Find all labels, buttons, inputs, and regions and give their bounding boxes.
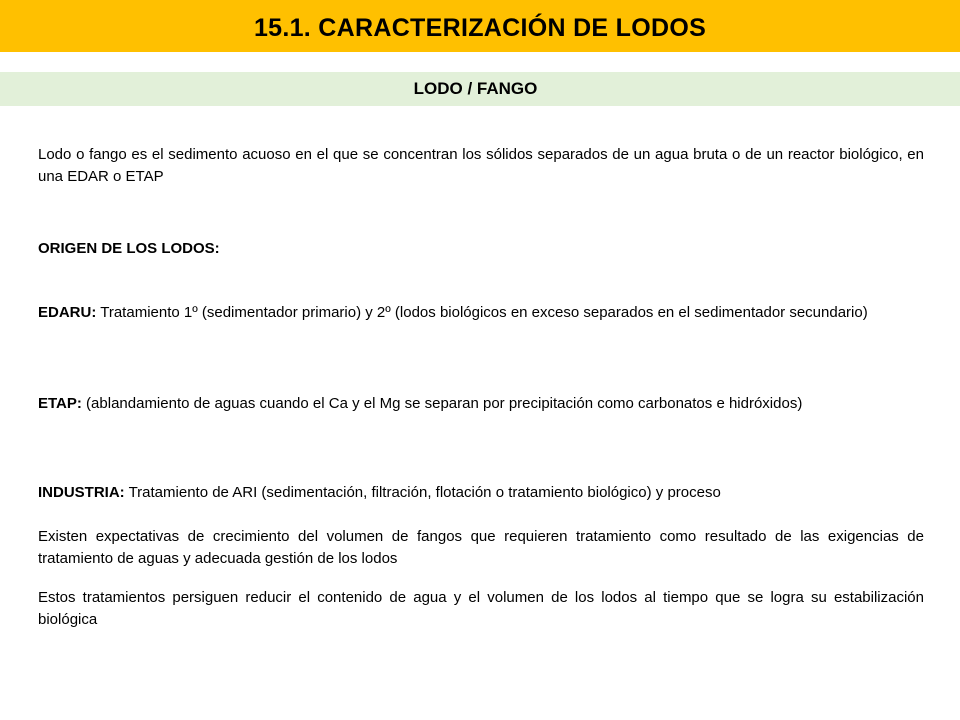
title-banner bbox=[0, 0, 960, 52]
etap-label: ETAP: bbox=[38, 395, 82, 412]
origin-heading: ORIGEN DE LOS LODOS: bbox=[38, 240, 220, 257]
etap-text: (ablandamiento de aguas cuando el Ca y el Mg se separan por precipitación como carbonatos e hidróxidos) bbox=[81, 395, 803, 412]
page-title: 15.1. CARACTERIZACIÓN DE LODOS bbox=[253, 13, 707, 42]
edaru-text: Tratamiento 1º (sedimentador primario) y 2º (lodos biológicos en exceso separados en el sedimentador secundario) bbox=[96, 304, 868, 321]
expectations-paragraph: Existen expectativas de crecimiento del volumen de fangos que requieren tratamiento como resultado de las exigencias de tratamiento de aguas y adecuada gestión de los lodos bbox=[38, 528, 924, 567]
edaru-label: EDARU: bbox=[38, 304, 97, 321]
subtitle-banner bbox=[0, 72, 960, 106]
industria-text: Tratamiento de ARI (sedimentación, filtración, flotación o tratamiento biológico) y proceso bbox=[124, 484, 721, 501]
etap-paragraph bbox=[38, 393, 924, 415]
section-subtitle: LODO / FANGO bbox=[413, 79, 538, 98]
industria-paragraph bbox=[38, 482, 924, 504]
treatments-paragraph: Estos tratamientos persiguen reducir el contenido de agua y el volumen de los lodos al tiempo que se logra su estabilización biológica bbox=[38, 589, 924, 628]
industria-label: INDUSTRIA: bbox=[38, 484, 125, 501]
edaru-paragraph bbox=[38, 302, 924, 324]
definition-paragraph: Lodo o fango es el sedimento acuoso en el que se concentran los sólidos separados de un agua bruta o de un reactor biológico, en una EDAR o ETAP bbox=[38, 146, 924, 185]
